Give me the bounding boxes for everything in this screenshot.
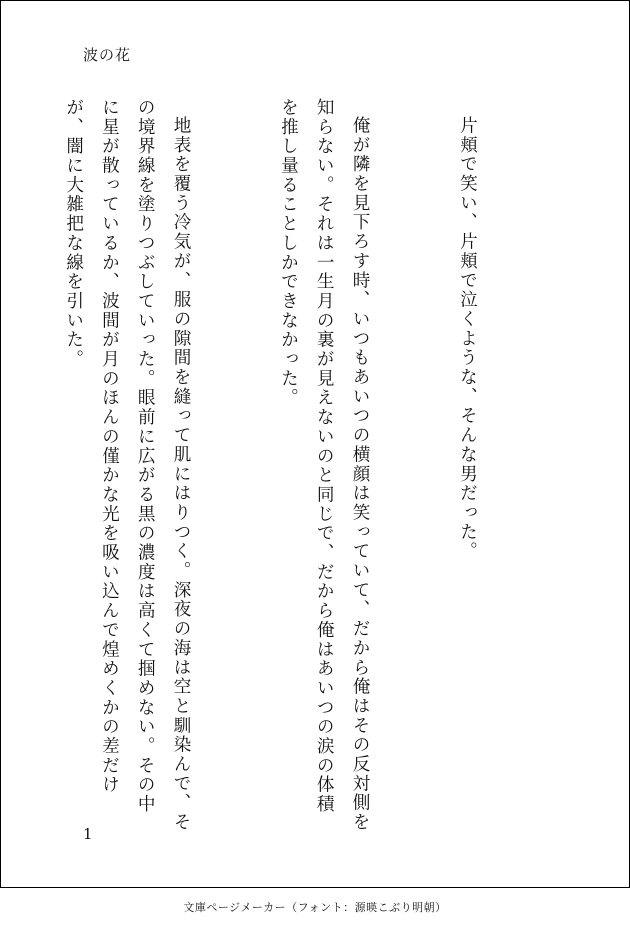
running-title: 波の花 bbox=[83, 46, 132, 64]
paragraph: 俺が隣を見下ろす時、いつもあいつの横顔は笑っていて、だから俺はその反対側を知らない。それは一生月の裏が見えないのと同じで、だから俺はあいつの涙の体積を推し量ることしかできなかった。 bbox=[278, 98, 371, 832]
vertical-body-text bbox=[0, 98, 556, 833]
paragraph: 片頬で笑い、片頬で泣くような、そんな男だった。 bbox=[457, 115, 478, 561]
page-number: 1 bbox=[83, 825, 93, 843]
footer-caption: 文庫ページメーカー（フォント：源暎こぶり明朝） bbox=[183, 901, 447, 914]
paragraph: 地表を覆う冷気が、服の隙間を縫って肌にはりつく。深夜の海は空と馴染んで、その境界線を塗りつぶしていった。眼前に広がる黒の濃度は高くて掴めない。その中に星が散っているか、波間が月のほんの僅かな光を吸い込んで煌めくかの差だけが、闇に大雑把な線を引いた。 bbox=[63, 98, 192, 832]
